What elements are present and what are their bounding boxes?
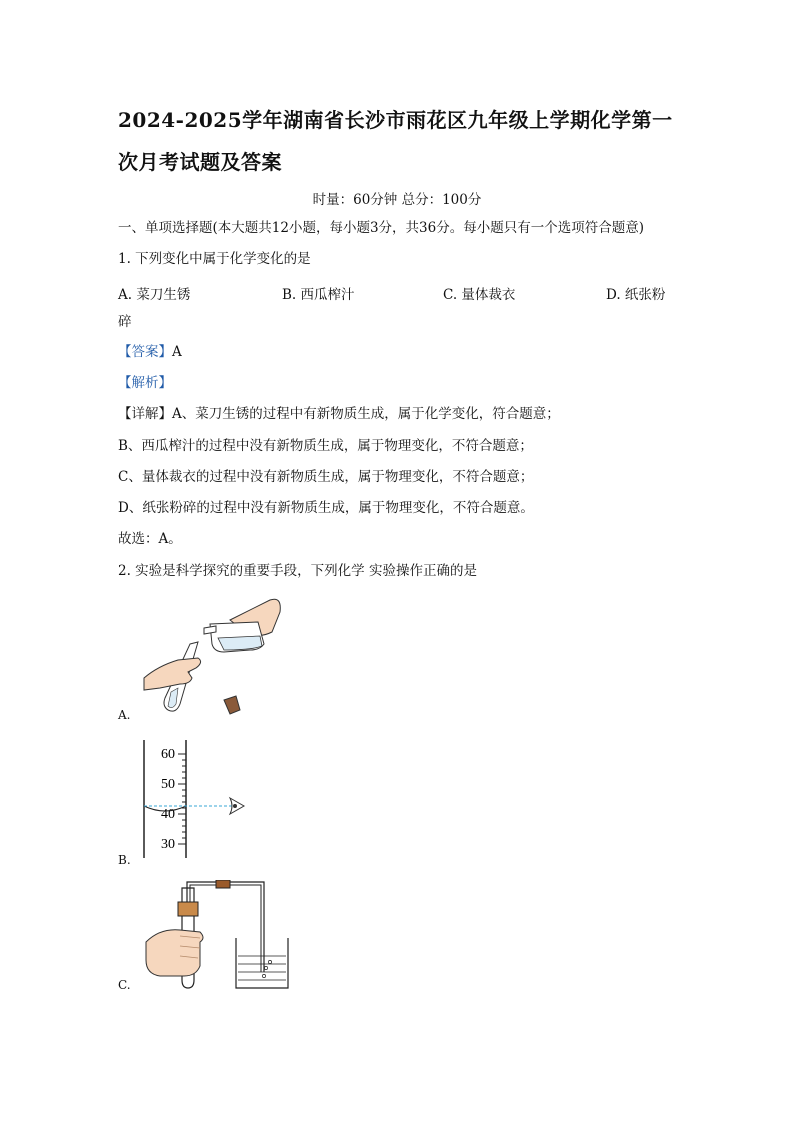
q1-answer-line (118, 344, 182, 360)
q1-option-d-wrap: 碎 (118, 314, 132, 330)
section-heading: 一、单项选择题(本大题共12小题，每小题3分，共36分。每小题只有一个选项符合题意) (118, 220, 644, 236)
figure-b-cylinder (140, 740, 250, 860)
detail-tag: 【详解】 (118, 406, 172, 422)
q2-stem: 2. 实验是科学探究的重要手段，下列化学 实验操作正确的是 (118, 563, 477, 579)
stopper (178, 902, 198, 916)
tick-40: 40 (161, 807, 175, 822)
rubber-connector (216, 880, 230, 888)
answer-value: A (172, 344, 182, 360)
tick-30: 30 (161, 837, 175, 852)
figure-a-pouring (140, 592, 290, 722)
figure-a-label: A. (118, 708, 131, 722)
beaker (236, 938, 288, 988)
hand (146, 930, 203, 976)
q1-stem: 1. 下列变化中属于化学变化的是 (118, 251, 311, 267)
q1-detail-c: C、量体裁衣的过程中没有新物质生成，属于物理变化，不符合题意； (118, 469, 534, 485)
q1-option-b: B. 西瓜榨汁 (282, 287, 355, 303)
q1-detail-a: 【详解】A、菜刀生锈的过程中有新物质生成，属于化学变化，符合题意； (118, 406, 560, 422)
q1-detail-d: D、纸张粉碎的过程中没有新物质生成，属于物理变化，不符合题意。 (118, 500, 534, 516)
q1-option-c: C. 量体裁衣 (443, 287, 516, 303)
doc-title-line1: 2024-2025学年湖南省长沙市雨花区九年级上学期化学第一 (118, 108, 673, 132)
figure-c-airtightness (140, 880, 300, 995)
answer-tag: 【答案】 (118, 344, 172, 360)
q1-option-a: A. 菜刀生锈 (118, 287, 191, 303)
q1-choose: 故选：A。 (118, 531, 182, 547)
q1-option-d: D. 纸张粉 (606, 287, 666, 303)
tick-50: 50 (161, 777, 175, 792)
doc-title-line2: 次月考试题及答案 (118, 150, 282, 174)
figure-b-label: B. (118, 853, 131, 867)
analysis-tag: 【解析】 (118, 375, 172, 391)
figure-c-label: C. (118, 978, 131, 992)
tick-60: 60 (161, 747, 175, 762)
exam-meta: 时量：60分钟 总分：100分 (312, 192, 482, 208)
q1-detail-b: B、西瓜榨汁的过程中没有新物质生成，属于物理变化，不符合题意； (118, 438, 533, 454)
